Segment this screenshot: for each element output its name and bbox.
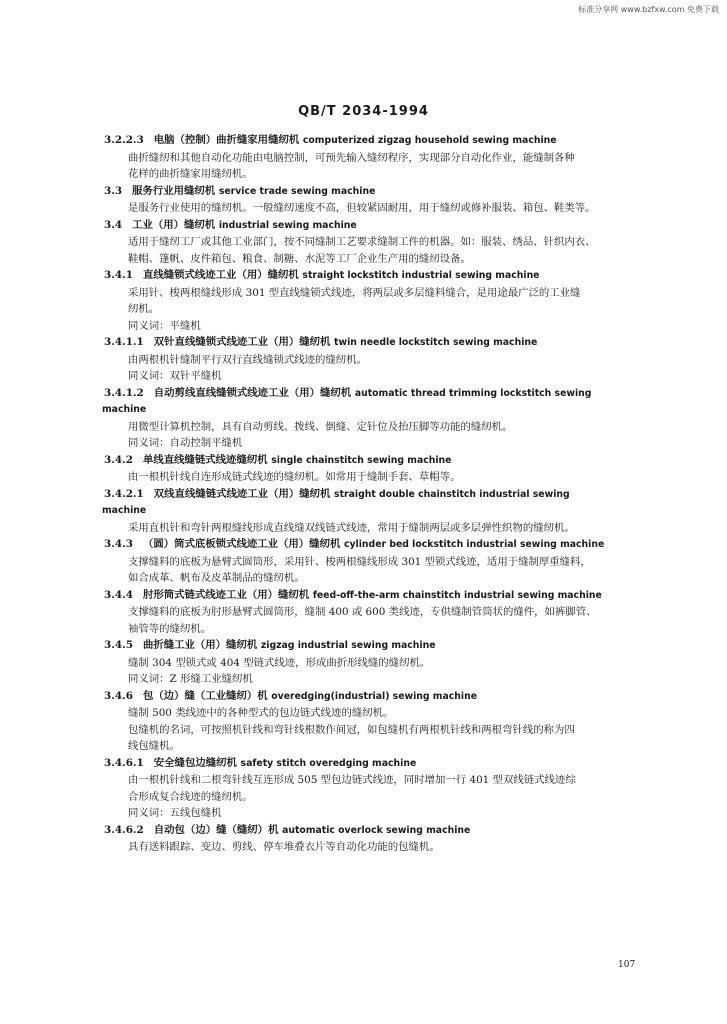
term-english: single chainstitch sewing machine <box>271 454 452 466</box>
section-heading <box>104 822 660 840</box>
section-heading <box>104 755 660 773</box>
term-chinese: 自动剪线直线缝锁式线迹工业（用）缝纫机 <box>153 386 352 399</box>
definition-text: 支撑缝料的底板为悬臂式圆筒形，采用针、梭两根缝线形成 301 型锁式线迹，适用于缝制厚重缝料， <box>128 555 591 568</box>
term-chinese: 电脑（控制）曲折缝家用缝纫机 <box>153 134 300 146</box>
term-english-continued: machine <box>102 505 147 516</box>
definition-text: 具有送料跟踪、变边、剪线、停车堆叠衣片等自动化功能的包缝机。 <box>128 841 440 853</box>
section-heading <box>104 132 660 150</box>
definition-text: 袖管等的缝纫机。 <box>128 622 212 635</box>
section-number: 3.4.6 <box>104 689 133 702</box>
section-number: 3.4.1.2 <box>104 386 144 399</box>
section-number: 3.4.5 <box>104 639 133 651</box>
section-heading <box>104 217 660 235</box>
term-chinese: 肘形筒式链式线迹工业（用）缝纫机 <box>142 588 310 601</box>
section-number: 3.2.2.3 <box>104 134 144 146</box>
section-heading <box>104 385 660 403</box>
term-english: service trade sewing machine <box>218 185 376 197</box>
term-chinese: 双针直线缝锁式线迹工业（用）缝纫机 <box>153 336 331 348</box>
definition-text: 如合成革、帆布及皮革制品的缝纫机。 <box>128 572 305 584</box>
term-english: automatic overlock sewing machine <box>282 824 471 836</box>
standard-number-header: QB/T 2034-1994 <box>298 104 429 119</box>
term-english: straight double chainstitch industrial sewing <box>334 488 570 500</box>
term-chinese: 服务行业用缝纫机 <box>132 184 216 197</box>
definition-text: 采用直机针和弯针两根缝线形成直线缝双线链式线迹，常用于缝制两层或多层弹性织物的缝纫机。 <box>128 521 575 534</box>
definition-text: 由一根机针线和二根弯针线互连形成 505 型包边链式线迹，同时增加一行 401 型双线链式线迹综 <box>128 774 576 786</box>
definition-text: 用微型计算机控制，具有自动剪线、拨线、倒缝、定针位及抬压脚等功能的缝纫机。 <box>128 420 513 433</box>
term-english: twin needle lockstitch sewing machine <box>334 337 538 348</box>
term-chinese: 工业（用）缝纫机 <box>132 218 216 231</box>
term-english: feed-off-the-arm chainstitch industrial sewing machine <box>312 589 602 601</box>
term-english: industrial sewing machine <box>218 219 357 231</box>
definition-text: 支撑缝料的底板为肘形悬臂式圆筒形，缝制 400 或 600 类线迹，专供缝制管筒状的缝件，如裤脚管、 <box>128 606 597 618</box>
section-heading <box>104 267 660 285</box>
definition-text: 同义词：双针平缝机 <box>128 370 222 382</box>
term-english: computerized zigzag household sewing machine <box>302 135 557 146</box>
definition-text: 采用针、梭两根缝线形成 301 型直线缝锁式线迹，将两层或多层缝料缝合，是用途最广泛的工业缝 <box>128 286 581 299</box>
term-chinese: 曲折缝工业（用）缝纫机 <box>142 639 258 651</box>
definition-text: 缝制 500 类线迹中的各种型式的包边链式线迹的缝纫机。 <box>128 707 394 719</box>
definition-text: 适用于缝纫工厂或其他工业部门，按不同缝制工艺要求缝制工件的机器。如：服装、绣品、针织内衣、 <box>128 236 596 248</box>
page-number: 107 <box>618 960 636 970</box>
section-heading <box>104 688 660 706</box>
term-chinese: 自动包（边）缝（缝纫）机 <box>153 823 279 836</box>
term-english: automatic thread trimming lockstitch sewing <box>354 387 592 399</box>
term-english-continued: machine <box>102 404 147 415</box>
term-chinese: 直线缝锁式线迹工业（用）缝纫机 <box>142 269 299 281</box>
definition-text: 是服务行业使用的缝纫机。一般缝纫速度不高，但较紧固耐用，用于缝纫或修补服装、箱包、鞋类等。 <box>128 202 596 214</box>
section-number: 3.4.4 <box>104 588 133 601</box>
document-body <box>104 132 660 856</box>
section-heading <box>104 536 660 554</box>
definition-text: 同义词：五线包缝机 <box>128 807 222 819</box>
section-number: 3.4.1.1 <box>104 336 144 348</box>
section-heading <box>104 452 660 470</box>
definition-text: 同义词：自动控制平缝机 <box>128 437 243 449</box>
definition-text: 纫机。 <box>128 303 160 315</box>
section-number: 3.4 <box>104 218 123 231</box>
term-english: cylinder bed lockstitch industrial sewing machine <box>343 539 605 550</box>
section-number: 3.4.2 <box>104 453 133 466</box>
section-heading <box>104 334 660 352</box>
section-number: 3.4.1 <box>104 269 133 281</box>
term-chinese: 单线直线缝链式线迹缝纫机 <box>142 453 268 466</box>
section-heading <box>104 637 660 655</box>
definition-text: 合形成复合线迹的缝纫机。 <box>128 790 253 803</box>
term-english: zigzag industrial sewing machine <box>260 640 436 651</box>
watermark-text: 标准分享网 www.bzfxw.com 免费下载 <box>578 5 719 14</box>
section-number: 3.3 <box>104 184 123 197</box>
definition-text: 包缝机的名词，可按照机针线和弯针线根数作间冠，如包缝机有两根机针线和两根弯针线的称为四 <box>128 723 575 736</box>
term-chinese: 包（边）缝（工业缝纫）机 <box>142 689 268 702</box>
term-chinese: （圆）筒式底板锁式线迹工业（用）缝纫机 <box>142 538 341 550</box>
section-heading <box>104 587 660 605</box>
definition-text: 鞋帽、篷帆、皮件箱包、粮食、制糖、水泥等工厂企业生产用的缝纫设备。 <box>128 252 471 265</box>
definition-text: 曲折缝纫和其他自动化功能由电脑控制，可预先输入缝纫程序，实现部分自动化作业，能缝制各种 <box>128 151 575 164</box>
term-english: safety stitch overedging machine <box>240 757 417 769</box>
section-heading <box>104 183 660 201</box>
section-number: 3.4.6.1 <box>104 756 144 769</box>
term-english: overedging(industrial) sewing machine <box>271 690 478 702</box>
definition-text: 线包缝机。 <box>128 740 180 752</box>
definition-text: 由两根机针缝制平行双行直线缝锁式线迹的缝纫机。 <box>128 353 367 366</box>
definition-text: 同义词：平缝机 <box>128 319 201 332</box>
term-chinese: 双线直线缝链式线迹工业（用）缝纫机 <box>153 487 331 500</box>
section-number: 3.4.3 <box>104 538 133 550</box>
section-number: 3.4.2.1 <box>104 487 144 500</box>
definition-text: 花样的曲折缝家用缝纫机。 <box>128 168 253 180</box>
term-english: straight lockstitch industrial sewing machine <box>302 270 540 281</box>
section-heading <box>104 486 660 504</box>
section-number: 3.4.6.2 <box>104 823 144 836</box>
definition-text: 同义词：Z 形缝工业缝纫机 <box>128 673 253 685</box>
term-chinese: 安全缝包边缝纫机 <box>153 756 237 769</box>
definition-text: 由一根机针线自连形成链式线迹的缝纫机。如常用于缝制手套、草帽等。 <box>128 471 461 483</box>
definition-text: 缝制 304 型锁式或 404 型链式线迹，形成曲折形线缝的缝纫机。 <box>128 656 431 669</box>
